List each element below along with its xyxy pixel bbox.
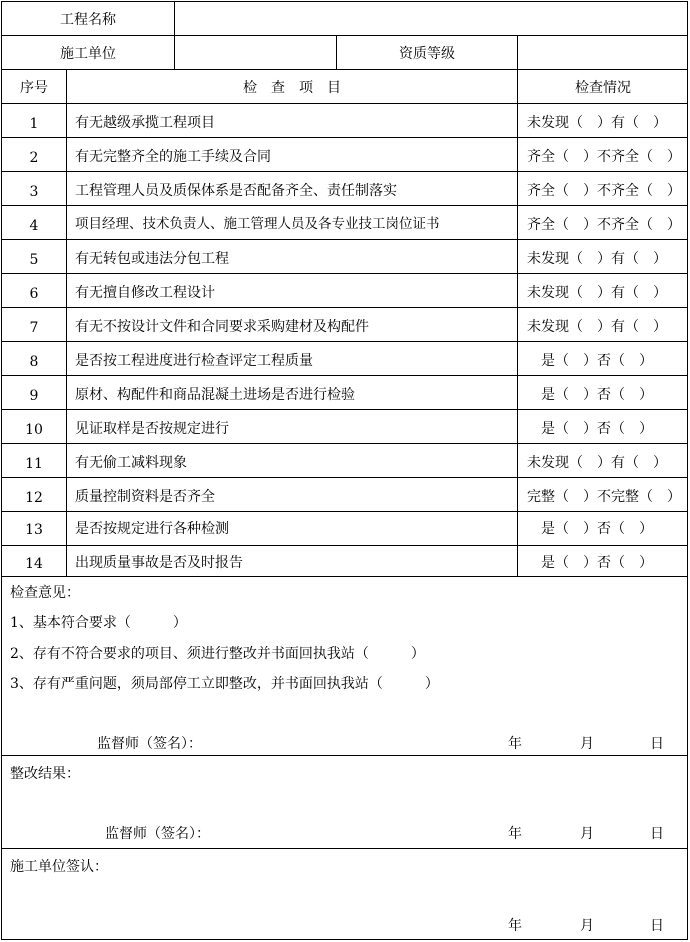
- col-divider: [517, 35, 518, 576]
- row-divider: [2, 545, 687, 546]
- col-header-item: 检 查 项 目: [243, 80, 341, 96]
- opinion-option-2[interactable]: 2、存有不符合要求的项目、须进行整改并书面回执我站（ ）: [10, 646, 425, 662]
- opinion-year: 年: [508, 736, 522, 752]
- row-item: 有无擅自修改工程设计: [75, 285, 215, 301]
- col-header-status: 检查情况: [575, 80, 631, 96]
- row-status[interactable]: 是（ ）否（ ）: [541, 353, 653, 369]
- row-no: 5: [29, 252, 39, 268]
- row-divider: [2, 576, 687, 577]
- row-no: 8: [29, 354, 39, 370]
- row-no: 6: [29, 286, 39, 302]
- row-item: 有无转包或违法分包工程: [75, 251, 229, 267]
- row-status[interactable]: 未发现（ ）有（ ）: [527, 319, 667, 335]
- row-no: 2: [29, 150, 39, 166]
- row-status[interactable]: 是（ ）否（ ）: [541, 421, 653, 437]
- qualification-field[interactable]: [518, 36, 687, 69]
- row-divider: [2, 409, 687, 410]
- row-divider: [2, 477, 687, 478]
- rectification-month: 月: [580, 826, 594, 842]
- section-divider: [2, 848, 687, 849]
- rectification-title: 整改结果：: [10, 766, 80, 782]
- rectification-year: 年: [508, 826, 522, 842]
- row-divider: [2, 307, 687, 308]
- row-no: 11: [25, 456, 43, 472]
- opinion-title: 检查意见：: [10, 585, 80, 601]
- row-no: 12: [25, 490, 43, 506]
- opinion-option-3[interactable]: 3、存有严重问题，须局部停工立即整改，并书面回执我站（ ）: [10, 676, 439, 692]
- opinion-supervisor-signature[interactable]: 监督师（签名）：: [97, 736, 202, 752]
- row-item: 见证取样是否按规定进行: [75, 421, 229, 437]
- row-item: 出现质量事故是否及时报告: [75, 555, 243, 571]
- construction-unit-label: 施工单位: [60, 46, 116, 62]
- confirmation-year: 年: [508, 918, 522, 934]
- inspection-form: [1, 1, 688, 940]
- row-no: 7: [29, 320, 39, 336]
- opinion-option-1[interactable]: 1、基本符合要求（ ）: [10, 615, 187, 631]
- col-header-no: 序号: [20, 80, 48, 96]
- row-item: 有无越级承揽工程项目: [75, 115, 215, 131]
- confirmation-day: 日: [650, 918, 664, 934]
- row-divider: [2, 239, 687, 240]
- confirmation-title: 施工单位签认：: [10, 859, 108, 875]
- row-divider: [2, 273, 687, 274]
- row-no: 9: [29, 388, 39, 404]
- row-divider: [2, 103, 687, 104]
- row-item: 质量控制资料是否齐全: [75, 489, 215, 505]
- rectification-supervisor-signature[interactable]: 监督师（签名）：: [105, 826, 210, 842]
- row-divider: [2, 341, 687, 342]
- row-status[interactable]: 是（ ）否（ ）: [541, 387, 653, 403]
- row-no: 13: [25, 522, 43, 538]
- row-status[interactable]: 未发现（ ）有（ ）: [527, 285, 667, 301]
- project-name-label: 工程名称: [60, 12, 116, 28]
- project-name-field[interactable]: [175, 2, 687, 35]
- row-divider: [2, 375, 687, 376]
- row-status[interactable]: 完整（ ）不完整（ ）: [527, 489, 681, 505]
- section-divider: [2, 755, 687, 756]
- row-divider: [2, 205, 687, 206]
- col-divider: [66, 69, 67, 576]
- row-status[interactable]: 未发现（ ）有（ ）: [527, 251, 667, 267]
- row-item: 是否按规定进行各种检测: [75, 521, 229, 537]
- row-no: 1: [29, 116, 39, 132]
- row-no: 4: [29, 218, 39, 234]
- row-divider: [2, 171, 687, 172]
- row-status[interactable]: 齐全（ ）不齐全（ ）: [527, 183, 681, 199]
- row-item: 是否按工程进度进行检查评定工程质量: [75, 353, 313, 369]
- row-divider: [2, 69, 687, 70]
- row-no: 10: [25, 422, 43, 438]
- row-item: 项目经理、技术负责人、施工管理人员及各专业技工岗位证书: [75, 216, 440, 232]
- row-divider: [2, 137, 687, 138]
- row-status[interactable]: 是（ ）否（ ）: [541, 521, 653, 537]
- row-no: 14: [25, 556, 43, 572]
- confirmation-month: 月: [580, 918, 594, 934]
- row-item: 工程管理人员及质保体系是否配备齐全、责任制落实: [75, 183, 397, 199]
- row-status[interactable]: 未发现（ ）有（ ）: [527, 115, 667, 131]
- row-divider: [2, 443, 687, 444]
- opinion-month: 月: [580, 736, 594, 752]
- row-divider: [2, 511, 687, 512]
- construction-unit-field[interactable]: [175, 36, 336, 69]
- row-item: 有无完整齐全的施工手续及合同: [75, 149, 271, 165]
- row-status[interactable]: 齐全（ ）不齐全（ ）: [527, 149, 681, 165]
- row-status[interactable]: 是（ ）否（ ）: [541, 555, 653, 571]
- row-item: 有无偷工减料现象: [75, 455, 187, 471]
- opinion-day: 日: [650, 736, 664, 752]
- rectification-day: 日: [650, 826, 664, 842]
- row-status[interactable]: 齐全（ ）不齐全（ ）: [527, 217, 681, 233]
- row-no: 3: [29, 184, 39, 200]
- row-status[interactable]: 未发现（ ）有（ ）: [527, 455, 667, 471]
- qualification-label: 资质等级: [399, 46, 455, 62]
- row-item: 有无不按设计文件和合同要求采购建材及构配件: [75, 319, 369, 335]
- row-item: 原材、构配件和商品混凝土进场是否进行检验: [75, 387, 355, 403]
